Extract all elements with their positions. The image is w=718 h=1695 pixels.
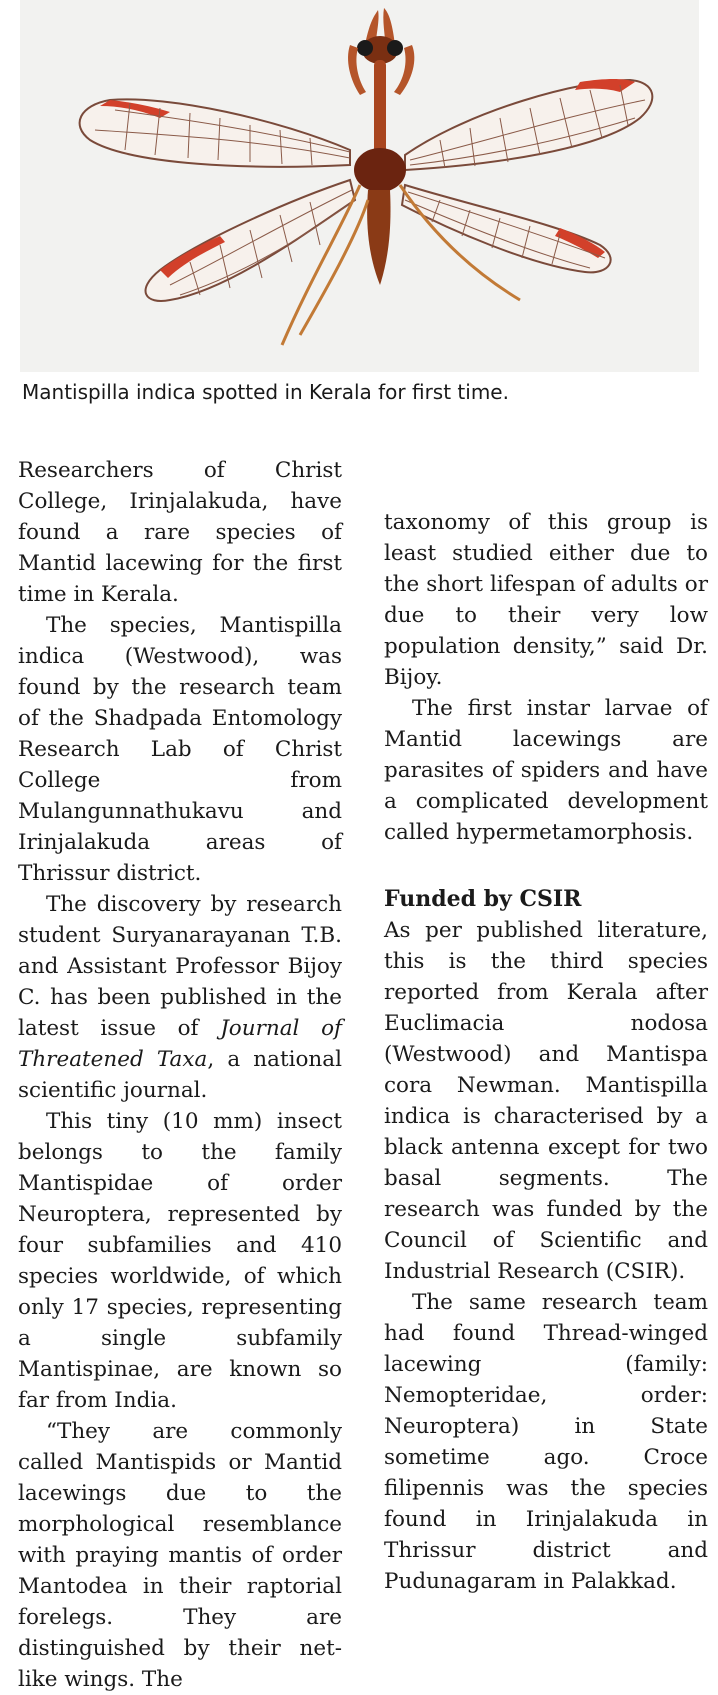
paragraph: As per published literature, this is the third species reported from Kerala after Euclimacia nodosa (Westwood) and Mantispa cora Newman. Mantispilla indica is characterised by a black antenna except for two basal segments. The research was funded by the Council of Scientific and Industrial Research (CSIR). [384, 918, 708, 1284]
upper-left-wing [80, 99, 350, 166]
paragraph: This tiny (10 mm) insect belongs to the family Mantispidae of order Neuroptera, represented by four subfamilies and 410 species worldwide, of which only 17 species, representing a single subfamily Mantispinae, are known so far from India. [18, 1109, 342, 1413]
paragraph [18, 889, 342, 1106]
paragraph: The first instar larvae of Mantid lacewings are parasites of spiders and have a complicated development called hypermetamorphosis. [384, 696, 708, 845]
upper-right-wing [405, 79, 652, 170]
article-column-left [18, 455, 342, 1695]
paragraph: The same research team had found Thread-winged lacewing (family: Nemopteridae, order: Neuroptera) in State sometime ago. Croce filipennis was the species found in Irinjalakuda in Thrissur district and Pudunagaram in Palakkad. [384, 1290, 708, 1594]
paragraph: The species, Mantispilla indica (Westwood), was found by the research team of the Shadpada Entomology Research Lab of Christ College from Mulangunnathukavu and Irinjalakuda areas of Thrissur district. [18, 613, 342, 886]
lower-left-wing [146, 180, 355, 301]
paragraph: Researchers of Christ College, Irinjalakuda, have found a rare species of Mantid lacewing for the first time in Kerala. [18, 458, 342, 607]
insect-body [282, 8, 520, 345]
paragraph-text: The discovery by research student Suryanarayanan T.B. and Assistant Professor Bijoy C. has been published in the latest issue of [18, 892, 342, 1041]
paragraph-text: , a national scientific journal. [18, 1047, 342, 1103]
insect-photo [20, 0, 699, 372]
article-column-right [384, 507, 708, 1597]
photo-caption: Mantispilla indica spotted in Kerala for first time. [22, 380, 509, 404]
paragraph: taxonomy of this group is least studied either due to the short lifespan of adults or due to their very low population density,” said Dr. Bijoy. [384, 510, 708, 690]
journal-name: Journal of Threatened Taxa [18, 1016, 342, 1072]
paragraph: “They are commonly called Mantispids or Mantid lacewings due to the morphological resemblance with praying mantis of order Mantodea in their raptorial forelegs. They are distinguished by their net-like wings. The [18, 1419, 342, 1692]
section-subheading: Funded by CSIR [384, 886, 582, 912]
